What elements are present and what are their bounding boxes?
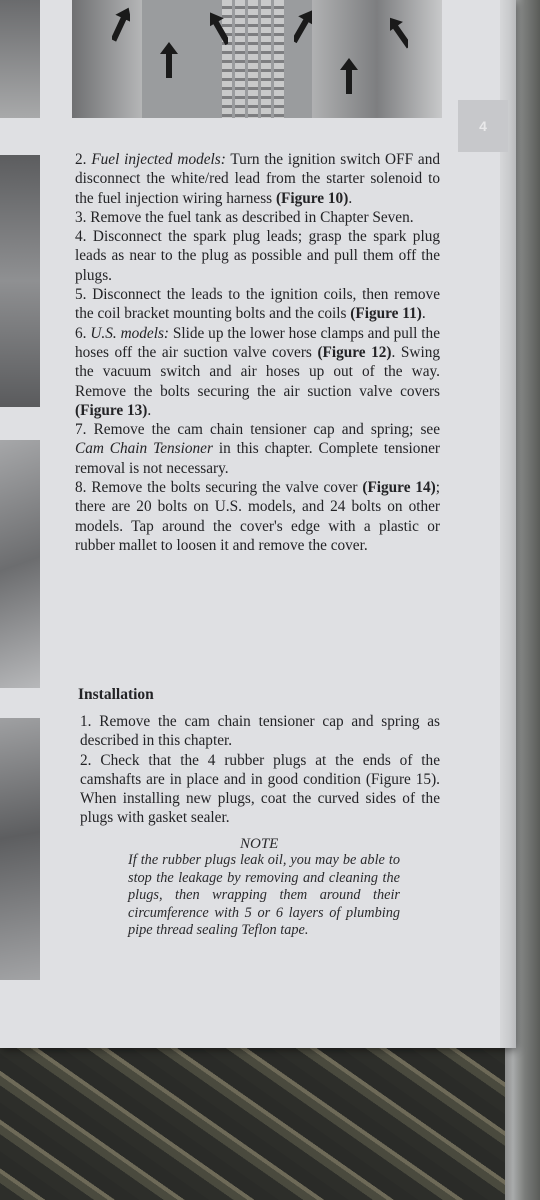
step-2: 2. Fuel injected models: Turn the ignition switch OFF and disconnect the white/red lead from the starter solenoid to the fuel injection wiring harness (Figure 10).: [75, 151, 441, 207]
installation-steps: [80, 712, 440, 828]
left-photo-middle: [0, 155, 40, 407]
left-photo-top: [0, 0, 40, 118]
arrow-icon: [112, 6, 130, 42]
arrow-icon: [160, 42, 178, 78]
step-8: 8. Remove the bolts securing the valve cover (Figure 14); there are 20 bolts on U.S. models, and 24 bolts on other models. Tap around the cover's edge with a plastic or rubber mallet to loosen it and remove the cover.: [75, 479, 440, 554]
arrow-icon: [390, 14, 408, 50]
chapter-tab-number: 4: [479, 118, 487, 134]
arrow-icon: [294, 8, 312, 44]
background-fabric: [0, 1040, 540, 1200]
left-photo-bottom: [0, 718, 40, 980]
removal-steps: [75, 150, 440, 555]
step-7: 7. Remove the cam chain tensioner cap and spring; see Cam Chain Tensioner in this chapter. Complete tensioner removal is not necessary.: [75, 421, 440, 477]
arrow-icon: [210, 10, 228, 46]
installation-heading: Installation: [78, 686, 154, 703]
note-body: If the rubber plugs leak oil, you may be able to stop the leakage by removing and cleaning the plugs, then wrapping them around their circumference with 5 or 6 layers of plumbing pipe thread sealing Teflon tape.: [128, 852, 400, 938]
page-edge: [500, 0, 516, 1048]
arrow-icon: [340, 58, 358, 94]
chapter-tab: [458, 100, 508, 152]
step-4: 4. Disconnect the spark plug leads; grasp the spark plug leads as near to the plug as possible and pull them off the plugs.: [75, 228, 440, 284]
note-title: NOTE: [240, 836, 279, 852]
install-step-2: 2. Check that the 4 rubber plugs at the ends of the camshafts are in place and in good condition (Figure 15). When installing new plugs, coat the curved sides of the plugs with gasket sealer.: [80, 751, 440, 827]
left-photo-lower: [0, 440, 40, 688]
step-6: 6. U.S. models: Slide up the lower hose clamps and pull the hoses off the air suction valve covers (Figure 12). Swing the vacuum switch and air hoses up out of the way. Remove the bolts securing the air suction valve covers (Figure 13).: [75, 324, 441, 419]
engine-photo: [72, 0, 442, 118]
step-3: 3. Remove the fuel tank as described in Chapter Seven.: [75, 208, 414, 226]
step-5: 5. Disconnect the leads to the ignition coils, then remove the coil bracket mounting bolts and the coils (Figure 11).: [75, 286, 440, 323]
install-step-1: 1. Remove the cam chain tensioner cap and spring as described in this chapter.: [80, 713, 440, 750]
